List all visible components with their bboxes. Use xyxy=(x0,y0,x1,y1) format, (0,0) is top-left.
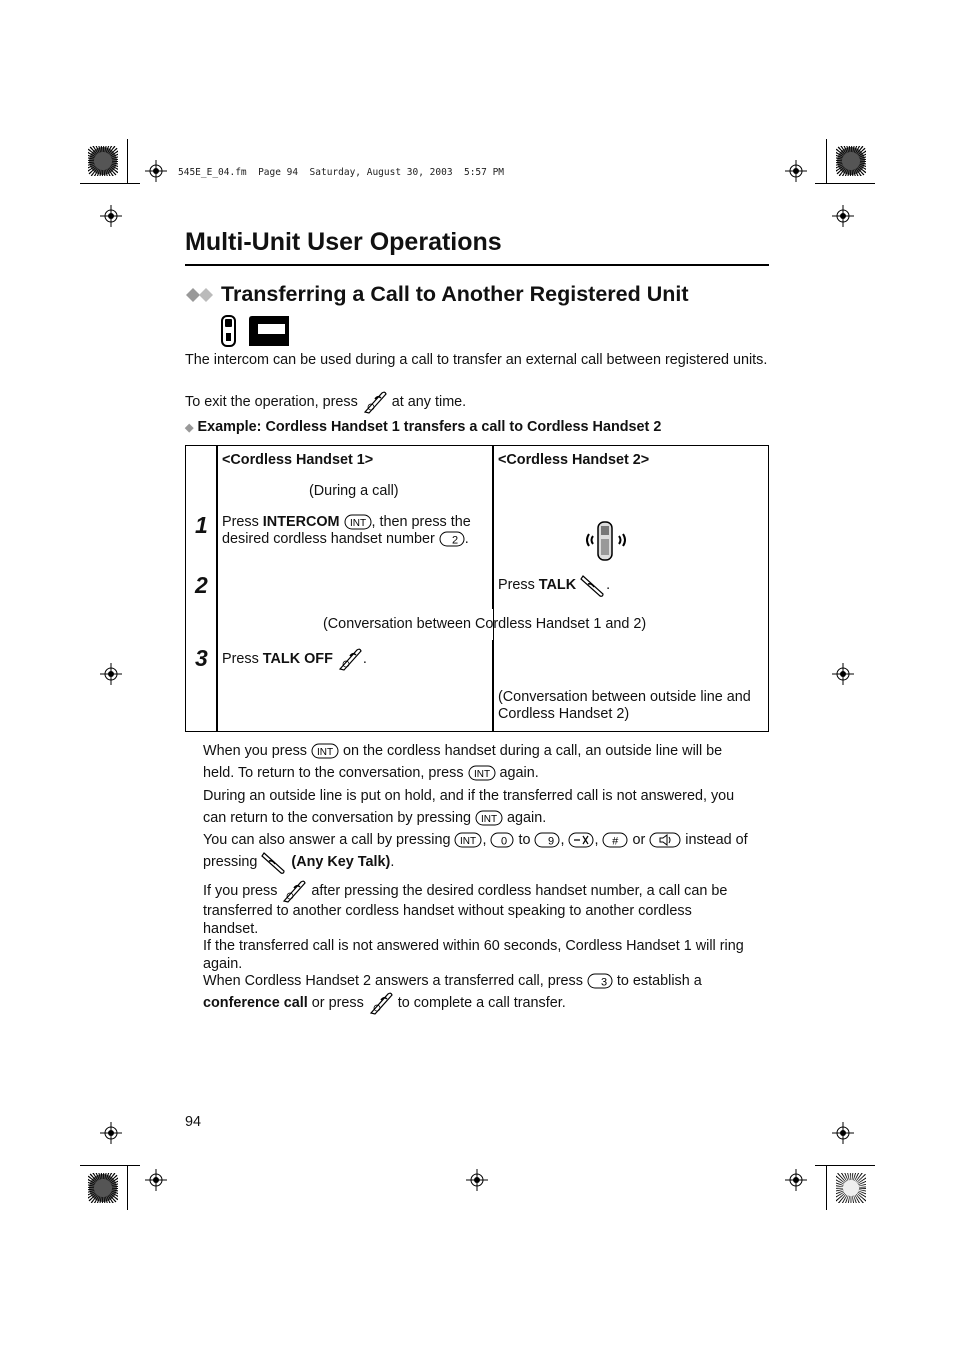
note-text: instead of xyxy=(685,832,748,848)
registration-mark-icon xyxy=(785,160,807,182)
int-key-icon xyxy=(475,810,503,826)
step2-text: Press TALK . xyxy=(498,573,610,597)
hash-key-icon xyxy=(602,832,628,848)
crop-mark xyxy=(826,1165,827,1210)
note-text: You can also answer a call by pressing xyxy=(203,832,451,848)
registration-mark-icon xyxy=(100,663,122,685)
page-number: 94 xyxy=(185,1114,202,1130)
starburst-mark-icon xyxy=(88,1173,118,1203)
double-diamond-icon xyxy=(185,287,215,303)
star-key-icon xyxy=(568,832,594,848)
three-key-label: 3 xyxy=(600,976,607,989)
note-text: held. To return to the conversation, press xyxy=(203,765,464,781)
note-text: During an outside line is put on hold, and if the transferred call is not answered, you xyxy=(203,788,735,804)
registration-mark-icon xyxy=(832,205,854,227)
example-heading xyxy=(185,419,661,437)
handset-base-icon xyxy=(221,315,293,347)
note-text: to complete a call transfer. xyxy=(397,994,566,1011)
starburst-mark-icon xyxy=(836,1173,866,1203)
note-text: transferred to another cordless handset without speaking to another cordless xyxy=(203,903,692,919)
example-title: Example: Cordless Handset 1 transfers a call to Cordless Handset 2 xyxy=(197,419,662,435)
note-transfer xyxy=(203,879,769,1015)
step-text: , then press the xyxy=(371,514,471,530)
page-title: Multi-Unit User Operations xyxy=(185,228,502,256)
int-key-label: INT xyxy=(349,518,366,530)
speaker-key-icon xyxy=(649,832,681,848)
three-key-icon xyxy=(587,973,613,989)
talk-off-key-icon xyxy=(362,390,388,414)
exit-line xyxy=(185,390,466,414)
note-hold xyxy=(203,740,769,784)
step1-text: Press INTERCOM INT , then press the desired cordless handset number 2 . xyxy=(222,514,471,547)
diamond-bullet-icon: ◆ xyxy=(185,422,194,434)
step-text: Press xyxy=(498,576,535,593)
int-key-icon xyxy=(311,743,339,759)
int-key-label: INT xyxy=(480,814,498,826)
section-title: Transferring a Call to Another Registered Unit xyxy=(221,282,689,306)
talk-key-icon xyxy=(580,573,606,597)
step-text: Press xyxy=(222,514,259,530)
int-key-icon xyxy=(468,765,496,781)
conversation-line: (Conversation between outside line and xyxy=(498,689,751,705)
during-call: (During a call) xyxy=(309,483,399,499)
registration-mark-icon xyxy=(466,1169,488,1191)
table-divider xyxy=(492,445,493,609)
note-text: If you press xyxy=(203,882,278,899)
int-key-icon xyxy=(344,514,372,530)
note-text: to establish a xyxy=(616,973,702,989)
note-text: handset. xyxy=(203,920,259,937)
crop-mark xyxy=(826,139,827,184)
note-text: When Cordless Handset 2 answers a transferred call, press xyxy=(203,973,583,989)
exit-text-end: at any time. xyxy=(391,393,467,410)
note-text: or press xyxy=(311,994,364,1011)
note-text: When you press xyxy=(203,743,307,759)
intro-text: The intercom can be used during a call to transfer an external call between registered units. xyxy=(185,352,768,368)
any-key-talk-label: (Any Key Talk) xyxy=(291,853,391,870)
zero-key-label: 0 xyxy=(501,835,508,848)
title-rule xyxy=(185,264,769,266)
note-text: can return to the conversation by pressing xyxy=(203,810,471,826)
int-key-icon xyxy=(454,832,482,848)
col1-header: <Cordless Handset 1> xyxy=(222,452,374,468)
crop-mark xyxy=(815,1165,875,1166)
conversation-line: Cordless Handset 2) xyxy=(498,706,630,722)
registration-mark-icon xyxy=(100,1122,122,1144)
conversation-1-2: (Conversation between Cordless Handset 1 and 2) xyxy=(323,616,647,632)
note-text: again. xyxy=(506,810,547,826)
crop-mark xyxy=(80,1165,140,1166)
crop-mark xyxy=(127,139,128,184)
talk-off-key-label: TALK OFF xyxy=(262,650,333,667)
talk-key-icon xyxy=(261,850,287,874)
registration-mark-icon xyxy=(785,1169,807,1191)
intercom-key-label: INTERCOM xyxy=(262,514,340,530)
step-number: 1 xyxy=(195,512,208,538)
crop-mark xyxy=(127,1165,128,1210)
step-number: 2 xyxy=(195,572,208,598)
note-text: pressing xyxy=(203,853,258,870)
note-text: or xyxy=(632,832,646,848)
note-text: again. xyxy=(203,955,243,972)
step-text: Press xyxy=(222,650,259,667)
talk-key-label: TALK xyxy=(538,576,577,593)
hash-key-label: # xyxy=(612,835,619,848)
section-heading xyxy=(185,282,689,307)
file-header: 545E_E_04.fm Page 94 Saturday, August 30, 2003 5:57 PM xyxy=(178,167,505,178)
nine-key-icon xyxy=(534,832,560,848)
registration-mark-icon xyxy=(832,663,854,685)
registration-mark-icon xyxy=(145,1169,167,1191)
registration-mark-icon xyxy=(145,160,167,182)
crop-mark xyxy=(815,183,875,184)
nine-key-label: 9 xyxy=(548,835,555,848)
note-text: again. xyxy=(499,765,539,781)
starburst-mark-icon xyxy=(836,146,866,176)
table-divider xyxy=(216,445,217,732)
col2-header: <Cordless Handset 2> xyxy=(498,452,650,468)
talk-off-key-icon xyxy=(337,647,363,671)
note-text: If the transferred call is not answered within 60 seconds, Cordless Handset 1 will ring xyxy=(203,938,744,954)
note-text: to xyxy=(518,832,531,848)
step3-text: Press TALK OFF . xyxy=(222,647,367,671)
two-key-icon xyxy=(439,531,465,547)
int-key-label: INT xyxy=(473,769,490,781)
conference-call-label: conference call xyxy=(203,994,308,1011)
step-text: desired cordless handset number xyxy=(222,531,435,547)
registration-mark-icon xyxy=(832,1122,854,1144)
crop-mark xyxy=(80,183,140,184)
note-text: on the cordless handset during a call, an outside line will be xyxy=(342,743,723,759)
exit-text: To exit the operation, press xyxy=(185,393,358,410)
table-divider xyxy=(492,640,493,732)
talk-off-key-icon xyxy=(281,879,307,903)
note-unanswered xyxy=(203,785,769,829)
ringing-handset-icon xyxy=(583,520,629,562)
note-text: after pressing the desired cordless handset number, a call can be xyxy=(311,882,728,899)
int-key-label: INT xyxy=(316,747,334,759)
step-number: 3 xyxy=(195,645,208,671)
talk-off-key-icon xyxy=(368,991,394,1015)
int-key-label: INT xyxy=(460,836,477,848)
zero-key-icon xyxy=(490,832,514,848)
registration-mark-icon xyxy=(100,205,122,227)
conversation-outside xyxy=(498,689,751,723)
two-key-label: 2 xyxy=(451,534,458,547)
note-any-key-talk: You can also answer a call by pressing INT , 0 to 9 , , # or instead of pressing (Any Key Talk). xyxy=(203,832,769,874)
starburst-mark-icon xyxy=(88,146,118,176)
